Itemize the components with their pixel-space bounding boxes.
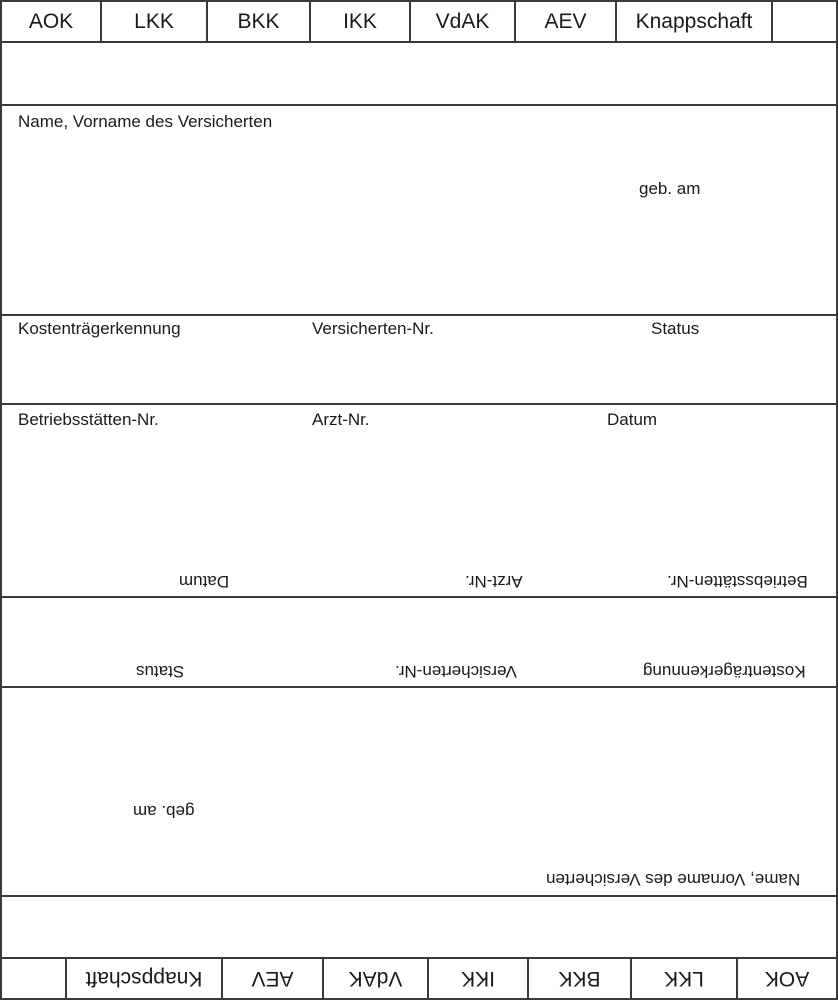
flipped-doctor-number-label: Arzt-Nr.: [465, 572, 523, 591]
footer-tab-aev[interactable]: AEV: [221, 959, 322, 998]
name-label: Name, Vorname des Versicherten: [18, 112, 273, 131]
facility-number-label: Betriebsstätten-Nr.: [18, 410, 159, 429]
header-tab-bkk[interactable]: BKK: [208, 2, 311, 42]
divider: [2, 686, 836, 688]
flipped-dob-label: geb. am: [133, 802, 195, 821]
footer-tab-aok[interactable]: AOK: [736, 959, 836, 998]
divider: [2, 104, 836, 106]
flipped-status-label: Status: [136, 662, 185, 681]
header-tab-vdak[interactable]: VdAK: [411, 2, 516, 42]
insurance-number-label: Versicherten-Nr.: [312, 319, 434, 338]
divider: [2, 41, 836, 43]
footer-tab-row: [2, 959, 836, 998]
header-tab-ikk[interactable]: IKK: [311, 2, 411, 42]
flipped-date-label: Datum: [179, 572, 230, 591]
divider: [2, 895, 836, 897]
flipped-facility-number-label: Betriebsstätten-Nr.: [667, 572, 808, 591]
divider: [2, 314, 836, 316]
flipped-insurance-number-label: Versicherten-Nr.: [395, 662, 517, 681]
footer-tab-empty[interactable]: [2, 959, 65, 998]
header-tab-row: [2, 2, 836, 42]
header-tab-knappschaft[interactable]: Knappschaft: [617, 2, 773, 42]
flipped-cost-carrier-label: Kostenträgerkennung: [643, 662, 806, 681]
doctor-number-label: Arzt-Nr.: [312, 410, 370, 429]
header-tab-aev[interactable]: AEV: [516, 2, 617, 42]
divider: [2, 596, 836, 598]
dob-label: geb. am: [639, 179, 701, 198]
header-tab-aok[interactable]: AOK: [2, 2, 102, 42]
footer-tab-bkk[interactable]: BKK: [527, 959, 630, 998]
footer-tab-vdak[interactable]: VdAK: [322, 959, 427, 998]
date-label: Datum: [607, 410, 658, 429]
header-tab-lkk[interactable]: LKK: [102, 2, 208, 42]
footer-tab-ikk[interactable]: IKK: [427, 959, 527, 998]
header-tab-empty[interactable]: [773, 2, 836, 42]
cost-carrier-label: Kostenträgerkennung: [18, 319, 181, 338]
divider: [2, 403, 836, 405]
footer-tab-lkk[interactable]: LKK: [630, 959, 736, 998]
flipped-name-label: Name, Vorname des Versicherten: [546, 870, 801, 889]
footer-tab-knappschaft[interactable]: Knappschaft: [65, 959, 221, 998]
status-label: Status: [651, 319, 700, 338]
